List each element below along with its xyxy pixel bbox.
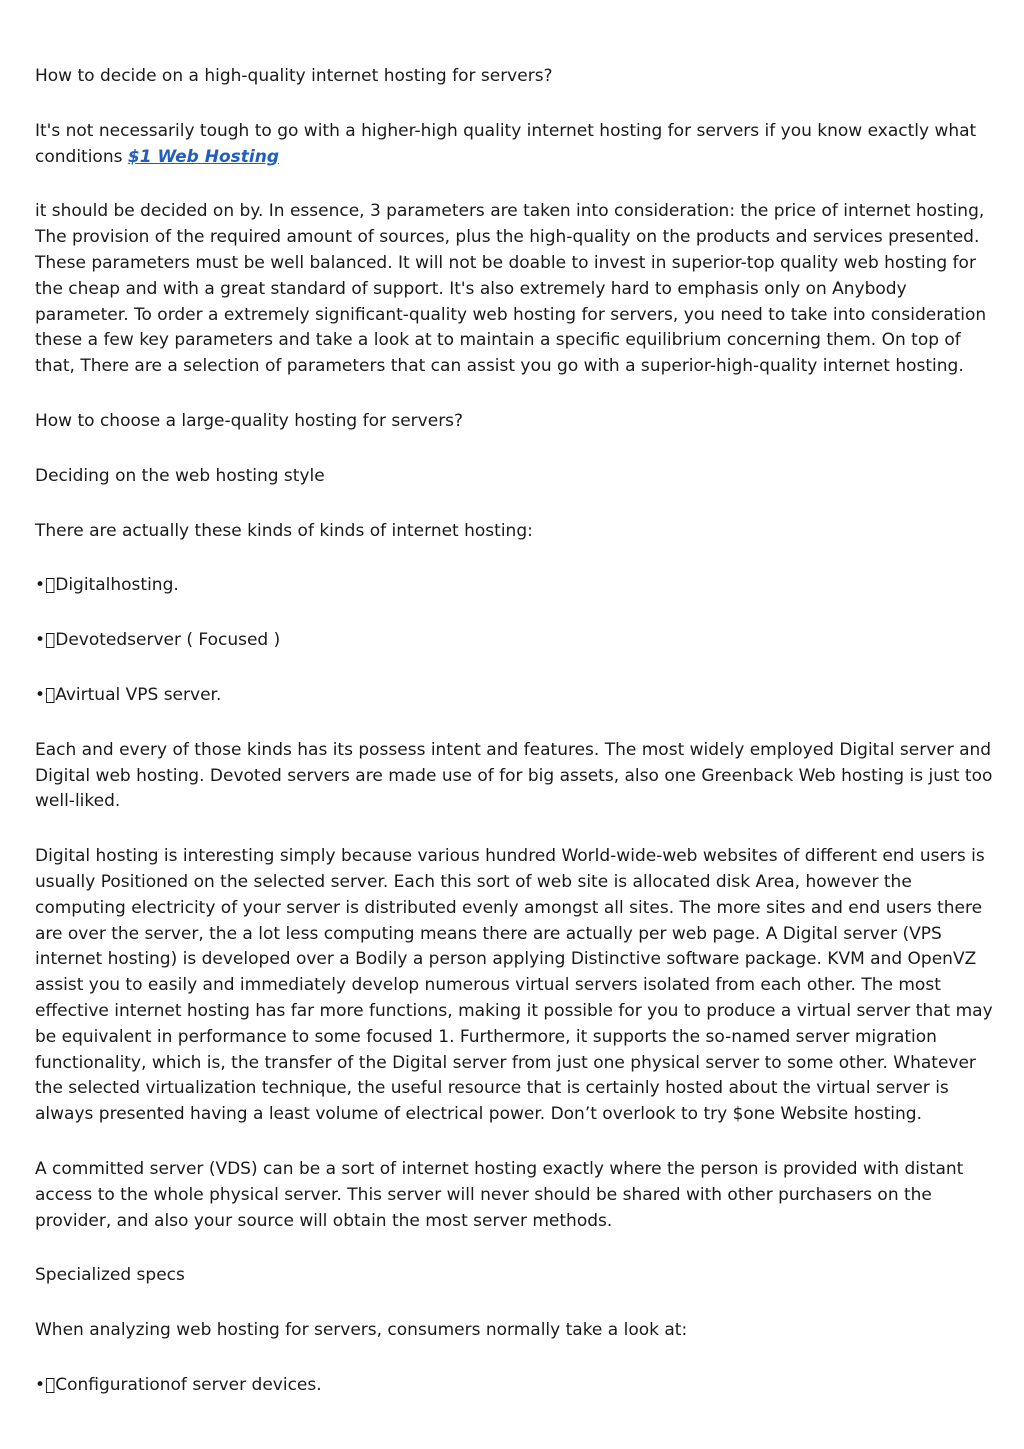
kinds-description-paragraph: Each and every of those kinds has its possess intent and features. The most widely employed Digital server and Digital web hosting. Devoted servers are made use of for big assets, also one Greenback Web hosting is just too well-liked. xyxy=(35,739,993,812)
heading-specialized-specs: Specialized specs xyxy=(35,1265,185,1286)
bullet-icon: •  xyxy=(35,684,56,705)
digital-hosting-paragraph: Digital hosting is interesting simply because various hundred World-wide-web websites of different end users is usually Positioned on the selected server. Each this sort of web site is allocated disk Area, however the computing electricity of your server is distributed evenly amongst all sites. The more sites and end users there are over the server, the a lot less computing means there are actually per web page. A Digital server (VPS internet hosting) is developed over a Bodily a person applying Distinctive software package. KVM and OpenVZ assist you to easily and immediately develop numerous virtual servers isolated from each other. The most effective internet hosting has far more functions, making it possible for you to produce a virtual server that may be equivalent in performance to some focused 1. Furthermore, it supports the so-named server migration functionality, which is, the transfer of the Digital server from just one physical server to some other. Whatever the selected virtualization technique, the useful resource that is certainly hosted about the virtual server is always presented having a least volume of electrical power. Don’t overlook to try $one Website hosting. xyxy=(35,846,993,1125)
list-item-text: Configurationof server devices. xyxy=(55,1374,322,1395)
list-item-text: Devotedserver ( Focused ) xyxy=(55,630,281,651)
kinds-intro: There are actually these kinds of kinds of internet hosting: xyxy=(35,520,533,541)
bullet-icon: •  xyxy=(35,1374,56,1395)
bullet-icon: •  xyxy=(35,630,56,651)
list-item xyxy=(35,683,995,709)
list-item xyxy=(35,573,995,599)
intro-text: It's not necessarily tough to go with a higher-high quality internet hosting for servers if you know exactly what conditions xyxy=(35,120,977,167)
list-item-text: Avirtual VPS server. xyxy=(55,684,222,705)
heading-how-to-choose: How to choose a large-quality hosting for servers? xyxy=(35,410,464,431)
committed-server-paragraph: A committed server (VDS) can be a sort of internet hosting exactly where the person is provided with distant access to the whole physical server. This server will never should be shared with other purchasers on the provider, and also your source will obtain the most server methods. xyxy=(35,1158,964,1231)
document-body xyxy=(35,64,995,1428)
list-item xyxy=(35,1373,995,1399)
analyzing-intro: When analyzing web hosting for servers, consumers normally take a look at: xyxy=(35,1320,688,1341)
web-hosting-link[interactable]: $1 Web Hosting xyxy=(127,146,279,167)
heading-how-to-decide: How to decide on a high-quality internet hosting for servers? xyxy=(35,66,553,86)
intro-paragraph xyxy=(35,119,995,171)
list-item xyxy=(35,628,995,654)
parameters-paragraph: it should be decided on by. In essence, 3 parameters are taken into consideration: the price of internet hosting, The provision of the required amount of sources, plus the high-quality on the products and services presented. These parameters must be well balanced. It will not be doable to invest in superior-top quality web hosting for the cheap and with a great standard of support. It's also extremely hard to emphasis only on Anybody parameter. To order a extremely significant-quality web hosting for servers, you need to take into consideration these a few key parameters and take a look at to maintain a specific equilibrium concerning them. On top of that, There are a selection of parameters that can assist you go with a superior-high-quality internet hosting. xyxy=(35,201,987,377)
heading-hosting-style: Deciding on the web hosting style xyxy=(35,465,325,486)
list-item-text: Digitalhosting. xyxy=(55,575,179,596)
bullet-icon: •  xyxy=(35,575,56,596)
